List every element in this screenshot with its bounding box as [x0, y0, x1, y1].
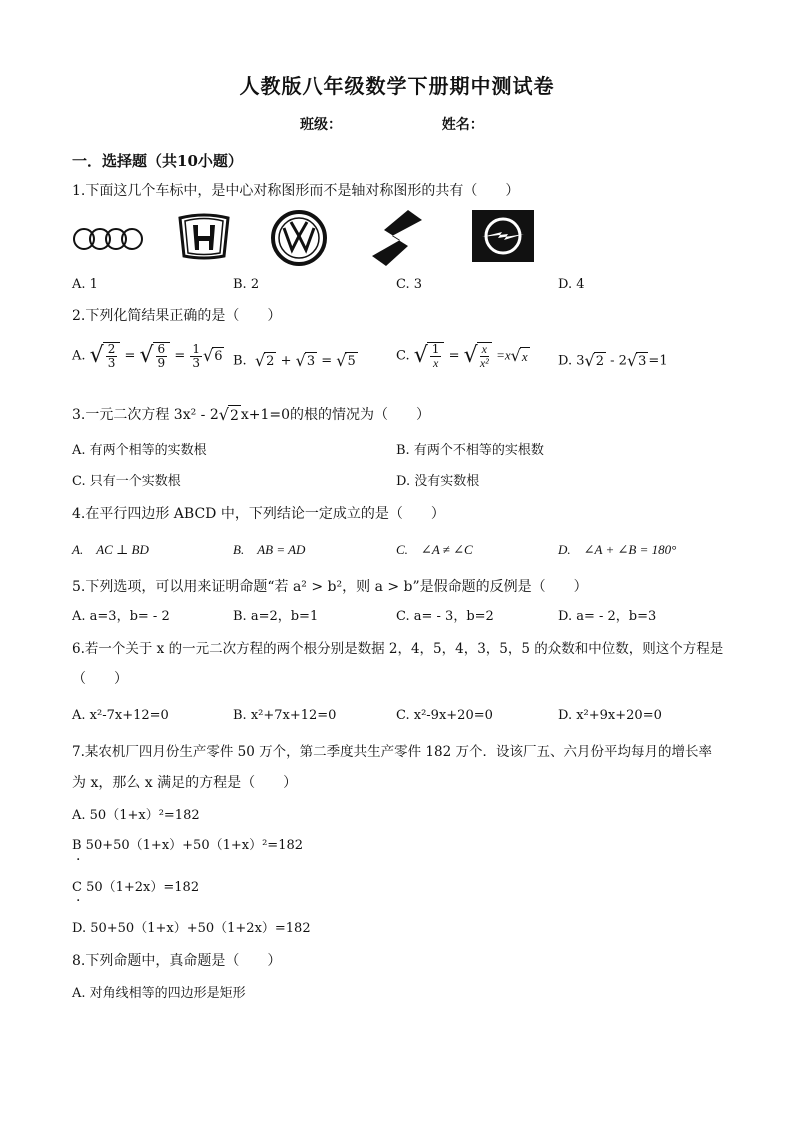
question-5-stem: 5.下列选项，可以用来证明命题“若 a² > b²，则 a > b”是假命题的反例是（ ）: [72, 579, 588, 595]
honda-logo-icon: [176, 212, 232, 262]
question-1-stem: 1.下面这几个车标中，是中心对称图形而不是轴对称图形的共有（ ）: [72, 183, 520, 199]
page-title: 人教版八年级数学下册期中测试卷: [239, 74, 555, 98]
question-8-stem: 8.下列命题中，真命题是（ ）: [72, 953, 282, 969]
question-6-stem-line2: （ ）: [72, 671, 128, 687]
class-name-line: [300, 114, 484, 134]
stray-dot: ·: [76, 852, 81, 868]
q7-option-a: A. 50（1+x）²=182: [72, 808, 200, 823]
q4-option-a: A. AC ⊥ BD: [72, 542, 149, 557]
q1-option-c: C. 3: [396, 277, 423, 292]
stray-dot: ·: [76, 893, 81, 909]
q1-option-a: A. 1: [72, 277, 98, 292]
q2-option-b: B. √ 2 + √ 3 = √ 5: [233, 351, 356, 370]
q6-option-c: C. x²-9x+20=0: [396, 708, 493, 723]
q4-option-b: B. AB = AD: [233, 542, 306, 557]
q1-option-b: B. 2: [233, 277, 260, 292]
question-7-stem-line2: 为 x，那么 x 满足的方程是（ ）: [72, 775, 298, 791]
car-logos: [72, 208, 542, 268]
q6-option-d: D. x²+9x+20=0: [558, 708, 662, 723]
q5-option-a: A. a=3，b= - 2: [72, 609, 170, 624]
q4-option-c: C. ∠A ≠ ∠C: [396, 542, 473, 557]
q2-option-a: A. √ $\frac{2}{3}$ = √ $\frac{6}{9}$ = $\frac{1}{3}$ √ 6: [72, 341, 223, 370]
q2-option-d: D. 3 √ 2 - 2 √ 3 =1: [558, 351, 668, 370]
question-4-stem: 4.在平行四边形 ABCD 中，下列结论一定成立的是（ ）: [72, 506, 445, 522]
q5-option-d: D. a= - 2，b=3: [558, 609, 657, 624]
q6-option-b: B. x²+7x+12=0: [233, 708, 337, 723]
name-label: 姓名：: [441, 117, 484, 133]
class-label: 班级：: [300, 117, 342, 133]
q5-option-c: C. a= - 3，b=2: [396, 609, 494, 624]
q7-option-c: C 50（1+2x）=182: [72, 880, 200, 895]
question-6-stem-line1: 6.若一个关于 x 的一元二次方程的两个根分别是数据 2，4，5，4，3，5，5 的众数和中位数，则这个方程是: [72, 641, 724, 657]
q6-option-a: A. x²-7x+12=0: [72, 708, 169, 723]
suzuki-logo-icon: [370, 208, 424, 268]
section-heading: 一．选择题（共10小题）: [72, 152, 243, 170]
q3-option-d: D. 没有实数根: [396, 474, 480, 489]
q1-option-d: D. 4: [558, 277, 585, 292]
opel-logo-icon: [472, 210, 534, 262]
question-7-stem-line1: 7.某农机厂四月份生产零件 50 万个，第二季度共生产零件 182 万个．设该厂五、六月份平均每月的增长率: [72, 744, 712, 760]
q7-option-d: D. 50+50（1+x）+50（1+2x）=182: [72, 921, 311, 936]
q7-option-b: B 50+50（1+x）+50（1+x）²=182: [72, 838, 304, 853]
q3-option-b: B. 有两个不相等的实根数: [396, 443, 544, 458]
q8-option-a: A. 对角线相等的四边形是矩形: [72, 986, 246, 1001]
q3-option-c: C. 只有一个实数根: [72, 474, 181, 489]
q2-a-label: A.: [72, 348, 86, 364]
q3-option-a: A. 有两个相等的实数根: [72, 443, 207, 458]
question-3-stem: 3.一元二次方程 3x² - 2 √ 2 x+1=0的根的情况为（ ）: [72, 405, 431, 424]
audi-logo-icon: [72, 224, 144, 254]
volkswagen-logo-icon: [271, 210, 327, 266]
question-2-stem: 2.下列化简结果正确的是（ ）: [72, 308, 282, 324]
q2-option-c: C. √ $\frac{1}{x}$ = √ $\frac{x}{\text{x²}}$ =x √ x: [396, 342, 528, 370]
q4-option-d: D. ∠A + ∠B = 180°: [558, 542, 677, 557]
q5-option-b: B. a=2，b=1: [233, 609, 319, 624]
